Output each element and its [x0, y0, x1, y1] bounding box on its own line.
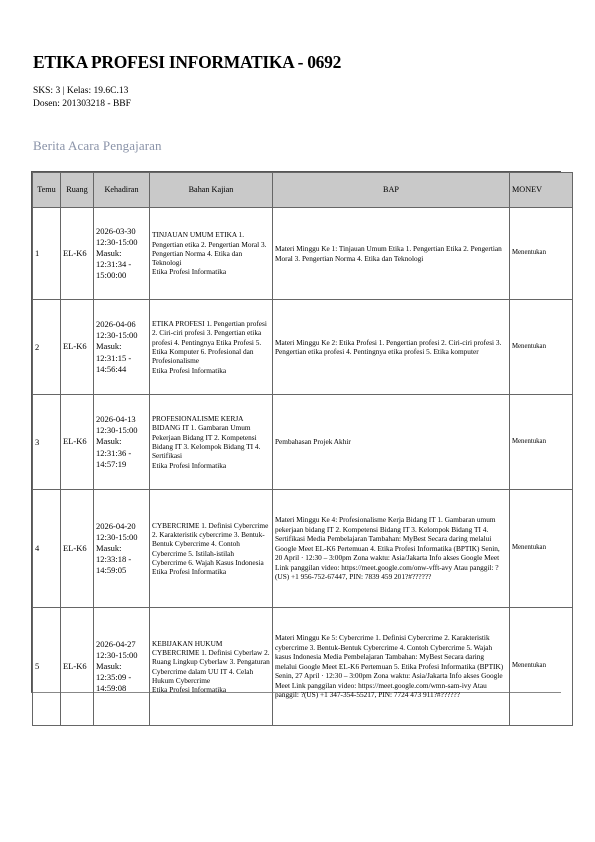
kehadiran-date: 2026-04-06	[96, 319, 136, 330]
kehadiran-masuk-time: 12:33:18 -	[96, 554, 132, 565]
column-header-bahan-kajian: Bahan Kajian	[150, 173, 273, 208]
kehadiran-date: 2026-04-20	[96, 520, 136, 531]
kehadiran-schedule: 12:30-15:00	[96, 649, 138, 660]
kehadiran-masuk-label: Masuk:	[96, 436, 122, 447]
column-header-monev: MONEV	[510, 173, 573, 208]
cell-bap: Pembahasan Projek Akhir	[273, 395, 510, 490]
cell-bahan-kajian	[150, 395, 273, 490]
bahan-kajian-text: KEBIJAKAN HUKUM CYBERCRIME 1. Definisi Cyberlaw 2. Ruang Lingkup Cyberlaw 3. Pengaturan Cybercrime dalam UU IT 4. Celah Hukum Cybercrime	[152, 638, 270, 685]
table-row	[33, 208, 573, 300]
bap-table-container	[31, 171, 561, 700]
cell-bahan-kajian	[150, 300, 273, 395]
kehadiran-masuk-time: 12:31:36 -	[96, 447, 132, 458]
kehadiran-keluar-time: 15:00:00	[96, 270, 127, 281]
cell-kehadiran	[94, 608, 150, 726]
page-title: ETIKA PROFESI INFORMATIKA - 0692	[33, 52, 342, 72]
cell-bap: Materi Minggu Ke 5: Cybercrime 1. Definisi Cybercrime 2. Karakteristik cybercrime 3. Bentuk-Bentuk Cybercrime 4. Contoh Cybercrime 5. Wajah kasus Indonesia Media Pembelajaran Tambahan: MyBest Secara daring melalui Google Meet EL-K6 Pertemuan 5. Etika Profesi Informatika (BPTIK) Senin, 27 April · 12:30 – 3:00pm Zona waktu: Asia/Jakarta Info akses Google Meet Link panggilan video: https://meet.google.com/wmn-sam-ivy Atau panggil: ?(US) +1 347-354-55217, PIN: 7724 473 911?#??????	[273, 608, 510, 726]
kehadiran-date: 2026-04-13	[96, 414, 136, 425]
kehadiran-date: 2026-04-27	[96, 638, 136, 649]
cell-temu: 2	[33, 300, 61, 395]
bahan-kajian-course: Etika Profesi Informatika	[152, 567, 227, 577]
column-header-kehadiran: Kehadiran	[94, 173, 150, 208]
kehadiran-keluar-time: 14:56:44	[96, 363, 127, 374]
kehadiran-masuk-time: 12:35:09 -	[96, 672, 132, 683]
cell-kehadiran	[94, 395, 150, 490]
cell-bap: Materi Minggu Ke 1: Tinjauan Umum Etika 1. Pengertian Etika 2. Pengertian Moral 3. Pengertian Norma 4. Etika dan Teknologi	[273, 208, 510, 300]
cell-monev: Menentukan	[510, 395, 573, 490]
cell-bahan-kajian	[150, 208, 273, 300]
cell-ruang: EL-K6	[61, 208, 94, 300]
cell-temu: 4	[33, 490, 61, 608]
column-header-temu: Temu	[33, 173, 61, 208]
section-title: Berita Acara Pengajaran	[33, 138, 162, 153]
cell-ruang: EL-K6	[61, 608, 94, 726]
cell-monev: Menentukan	[510, 208, 573, 300]
kehadiran-keluar-time: 14:59:08	[96, 683, 127, 694]
kehadiran-masuk-label: Masuk:	[96, 660, 122, 671]
kehadiran-schedule: 12:30-15:00	[96, 236, 138, 247]
cell-bahan-kajian	[150, 608, 273, 726]
cell-kehadiran	[94, 208, 150, 300]
cell-ruang: EL-K6	[61, 300, 94, 395]
cell-ruang: EL-K6	[61, 490, 94, 608]
bahan-kajian-text: ETIKA PROFESI 1. Pengertian profesi 2. Ciri-ciri profesi 3. Pengertian etika profesi 4. Pentingnya Etika Profesi 5. Etika Komputer 6. Profesional dan Profesionalisme	[152, 319, 267, 366]
cell-kehadiran	[94, 300, 150, 395]
bahan-kajian-course: Etika Profesi Informatika	[152, 460, 227, 470]
cell-bap: Materi Minggu Ke 2: Etika Profesi 1. Pengertian profesi 2. Ciri-ciri profesi 3. Pengertian etika profesi 4. Pentingnya etika profesi 5. Etika komputer	[273, 300, 510, 395]
bahan-kajian-course: Etika Profesi Informatika	[152, 365, 227, 375]
kehadiran-keluar-time: 14:59:05	[96, 565, 127, 576]
cell-kehadiran	[94, 490, 150, 608]
kehadiran-masuk-time: 12:31:34 -	[96, 259, 132, 270]
kehadiran-masuk-label: Masuk:	[96, 247, 122, 258]
kehadiran-masuk-time: 12:31:15 -	[96, 352, 132, 363]
cell-monev: Menentukan	[510, 608, 573, 726]
course-meta-dosen: Dosen: 201303218 - BBF	[33, 99, 131, 109]
table-row	[33, 490, 573, 608]
course-meta-sks-kelas: SKS: 3 | Kelas: 19.6C.13	[33, 86, 129, 96]
cell-bahan-kajian	[150, 490, 273, 608]
bahan-kajian-course: Etika Profesi Informatika	[152, 685, 227, 695]
table-header-row	[33, 173, 573, 208]
kehadiran-date: 2026-03-30	[96, 225, 136, 236]
bahan-kajian-text: PROFESIONALISME KERJA BIDANG IT 1. Gambaran Umum Pekerjaan Bidang IT 2. Kompetensi Bidang IT 3. Kelompok Bidang TI 4. Sertifikasi	[152, 414, 261, 461]
bap-table	[32, 172, 573, 726]
cell-bap: Materi Minggu Ke 4: Profesionalisme Kerja Bidang IT 1. Gambaran umum pekerjaan bidang IT 2. Kompetensi Bidang IT 3. Kelompok Bidang TI 4. Sertifikasi Media Pembelajaran Tambahan: MyBest Secara daring melalui Google Meet EL-K6 Pertemuan 4. Etika Profesi Informatika (BPTIK) Senin, 20 April · 12:30 – 3:00pm Zona waktu: Asia/Jakarta Info akses Google Meet Link panggilan video: https://meet.google.com/onw-vfft-avy Atau panggil: ?(US) +1 956-752-67447, PIN: 7839 459 201?#??????	[273, 490, 510, 608]
bahan-kajian-course: Etika Profesi Informatika	[152, 267, 227, 277]
column-header-bap: BAP	[273, 173, 510, 208]
cell-temu: 3	[33, 395, 61, 490]
kehadiran-schedule: 12:30-15:00	[96, 531, 138, 542]
table-row	[33, 395, 573, 490]
kehadiran-keluar-time: 14:57:19	[96, 458, 127, 469]
cell-monev: Menentukan	[510, 300, 573, 395]
kehadiran-schedule: 12:30-15:00	[96, 330, 138, 341]
bahan-kajian-text: TINJAUAN UMUM ETIKA 1. Pengertian etika 2. Pengertian Moral 3. Pengertian Norma 4. Etika dan Teknologi	[152, 230, 267, 268]
bahan-kajian-text: CYBERCRIME 1. Definisi Cybercrime 2. Karakteristik cybercrime 3. Bentuk-Bentuk Cybercrime 4. Contoh Cybercrime 5. Istilah-istilah Cybercrime 6. Wajah Kasus Indonesia	[152, 520, 269, 567]
table-row	[33, 300, 573, 395]
cell-monev: Menentukan	[510, 490, 573, 608]
cell-temu: 1	[33, 208, 61, 300]
table-row	[33, 608, 573, 726]
column-header-ruang: Ruang	[61, 173, 94, 208]
cell-temu: 5	[33, 608, 61, 726]
kehadiran-masuk-label: Masuk:	[96, 341, 122, 352]
cell-ruang: EL-K6	[61, 395, 94, 490]
kehadiran-masuk-label: Masuk:	[96, 542, 122, 553]
kehadiran-schedule: 12:30-15:00	[96, 425, 138, 436]
